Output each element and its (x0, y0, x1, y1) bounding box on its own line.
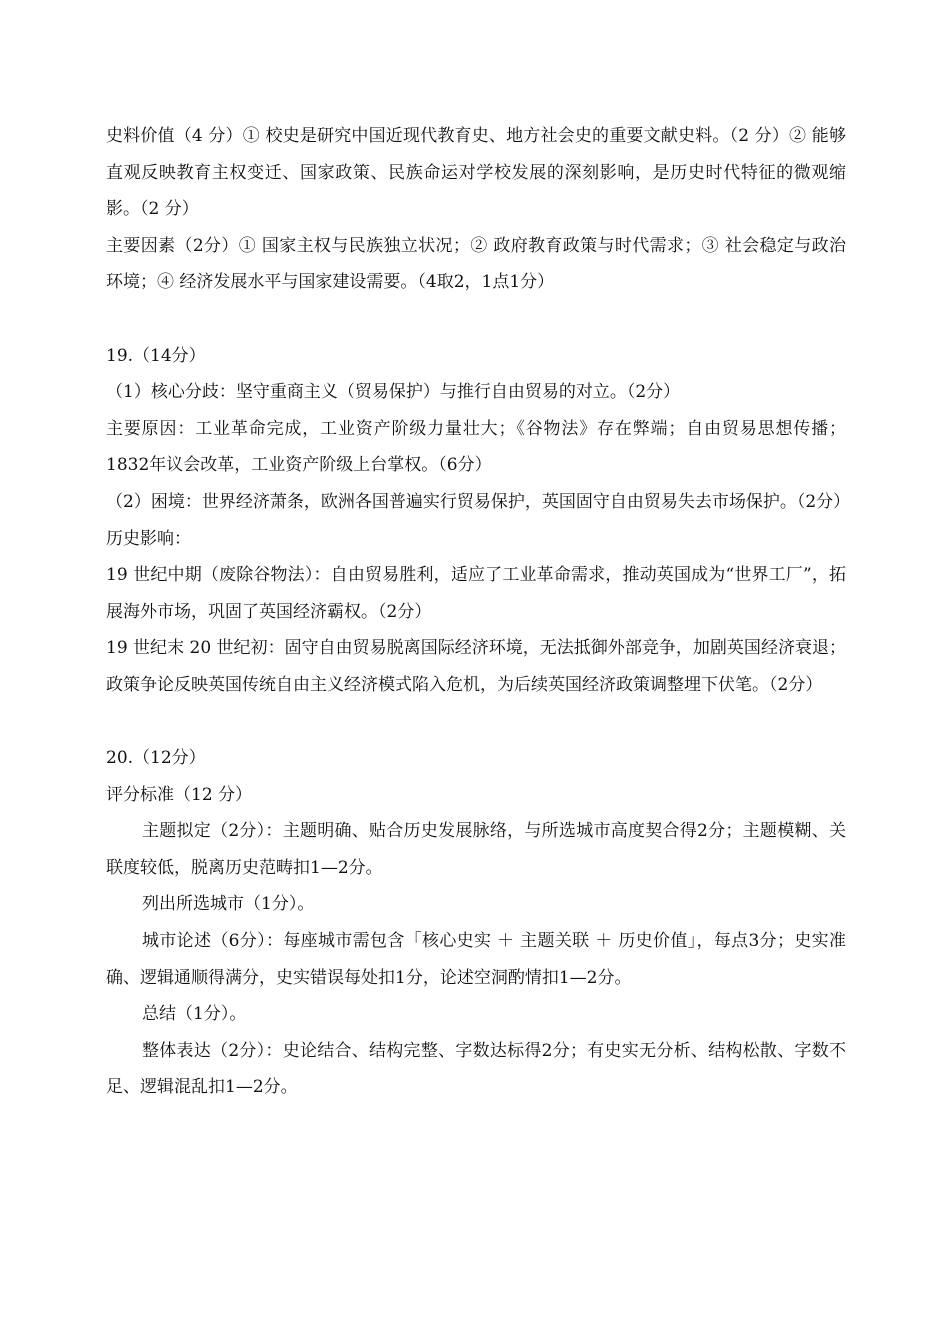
q19-impact-label: 历史影响： (106, 528, 191, 549)
q20-city-argument-item: 城市论述（6分）：每座城市需包含「核心史实 ＋ 主题关联 ＋ 历史价值」，每点3分；史实准确、逻辑通顺得满分，史实错误每处扣1分，论述空洞酌情扣1—2分。 (106, 931, 846, 988)
q19-late-19th-early-20th: 19 世纪末 20 世纪初：固守自由贸易脱离国际经济环境，无法抵御外部竞争，加剧英国经济衰退；政策争论反映英国传统自由主义经济模式陷入危机，为后续英国经济政策调整埋下伏笔。（2分） (106, 638, 846, 695)
q19-dilemma: （2）困境：世界经济萧条，欧洲各国普遍实行贸易保护，英国固守自由贸易失去市场保护。（2分） (106, 491, 851, 512)
q20-theme-item: 主题拟定（2分）：主题明确、贴合历史发展脉络，与所选城市高度契合得2分；主题模糊、关联度较低，脱离历史范畴扣1—2分。 (106, 821, 846, 878)
document-page (106, 118, 851, 1106)
historical-value-paragraph: 史料价值（4 分）① 校史是研究中国近现代教育史、地方社会史的重要文献史料。（2 分）② 能够直观反映教育主权变迁、国家政策、民族命运对学校发展的深刻影响，是历史时代特征的微观缩影。（2 分） (106, 126, 846, 220)
section-gap (106, 301, 846, 338)
q19-core-divergence: （1）核心分歧：坚守重商主义（贸易保护）与推行自由贸易的对立。（2分） (106, 382, 681, 403)
q19-main-reasons: 主要原因：工业革命完成，工业资产阶级力量壮大；《谷物法》存在弊端；自由贸易思想传播；1832年议会改革，工业资产阶级上台掌权。（6分） (106, 418, 846, 476)
main-factors-paragraph: 主要因素（2分）① 国家主权与民族独立状况；② 政府教育政策与时代需求；③ 社会稳定与政治环境；④ 经济发展水平与国家建设需要。（4取2，1点1分） (106, 235, 846, 293)
q20-expression-item: 整体表达（2分）：史论结合、结构完整、字数达标得2分；有史实无分析、结构松散、字数不足、逻辑混乱扣1—2分。 (106, 1040, 846, 1098)
q20-city-list-item: 列出所选城市（1分）。 (142, 894, 315, 915)
section-gap (106, 704, 846, 741)
q19-mid-19th-century: 19 世纪中期（废除谷物法）：自由贸易胜利，适应了工业革命需求，推动英国成为“世界工厂”，拓展海外市场，巩固了英国经济霸权。（2分） (106, 565, 846, 622)
q20-heading: 20.（12分） (106, 748, 206, 769)
q20-summary-item: 总结（1分）。 (142, 1004, 247, 1025)
q20-criteria-title: 评分标准（12 分） (106, 784, 253, 805)
q19-heading: 19.（14分） (106, 345, 206, 366)
